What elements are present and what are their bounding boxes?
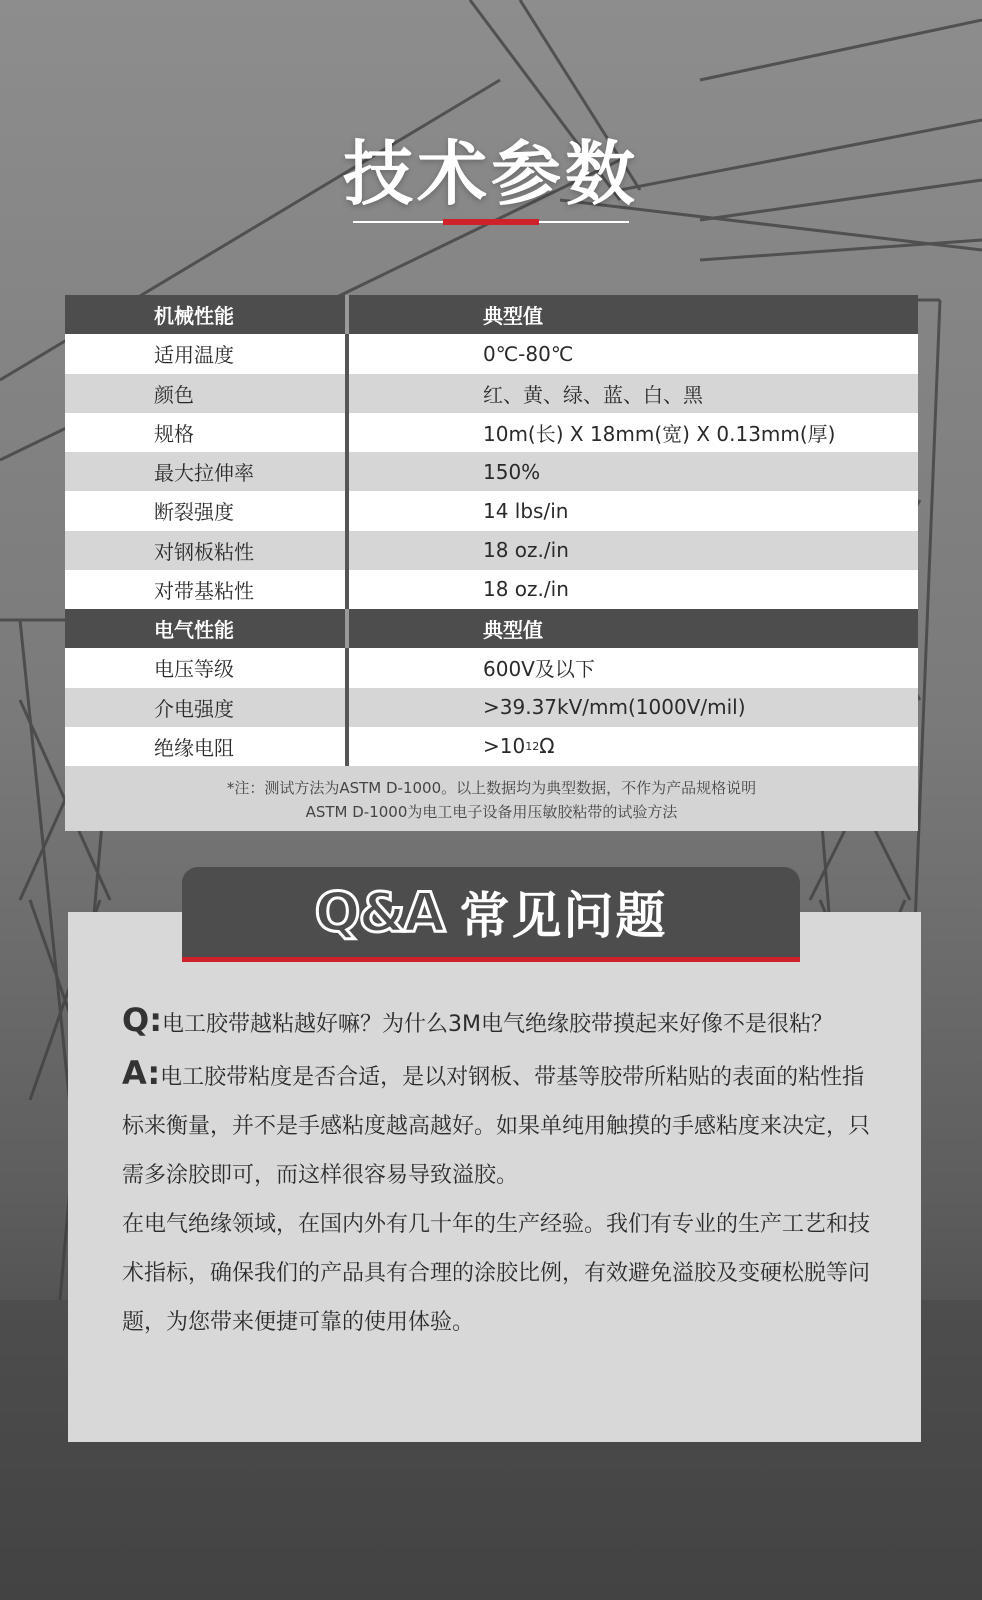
value-prefix: >10 xyxy=(483,734,526,759)
row-label: 介电强度 xyxy=(65,688,349,727)
header-cell: 典型值 xyxy=(483,618,543,643)
row-label: 最大拉伸率 xyxy=(65,452,349,491)
footnote-line-2: ASTM D-1000为电工电子设备用压敏胶粘带的试验方法 xyxy=(305,803,678,821)
value-superscript: 12 xyxy=(525,739,540,753)
row-label: 颜色 xyxy=(65,374,349,413)
question-label: Q: xyxy=(122,1001,162,1039)
row-value: 0℃-80℃ xyxy=(483,341,574,366)
qa-title: 常见问题 xyxy=(459,887,668,945)
header-cell: 机械性能 xyxy=(65,295,349,334)
qa-logo: Q&A xyxy=(314,880,444,944)
page-title: 技术参数 xyxy=(343,133,639,215)
row-value: 10m(长) X 18mm(宽) X 0.13mm(厚) xyxy=(483,421,836,446)
qa-body xyxy=(122,996,882,1347)
row-value: 红、黄、绿、蓝、白、黑 xyxy=(483,382,703,407)
row-label: 规格 xyxy=(65,413,349,452)
table-row xyxy=(65,531,918,570)
answer-paragraph xyxy=(122,1049,882,1200)
table-header-electrical xyxy=(65,609,918,648)
table-row xyxy=(65,334,918,373)
footnote-line-1: *注：测试方法为ASTM D-1000。以上数据均为典型数据，不作为产品规格说明 xyxy=(226,779,757,797)
table-row xyxy=(65,648,918,687)
row-label: 对钢板粘性 xyxy=(65,531,349,570)
header-cell: 电气性能 xyxy=(65,609,349,648)
qa-header-tab xyxy=(182,867,800,962)
answer-text: 电工胶带粘度是否合适，是以对钢板、带基等胶带所粘贴的表面的粘性指标来衡量，并不是手感粘度越高越好。如果单纯用触摸的手感粘度来决定，只需多涂胶即可，而这样很容易导致溢胶。 xyxy=(122,1065,871,1188)
table-footnote xyxy=(65,766,918,831)
title-accent-bar xyxy=(443,219,539,225)
table-header-mechanical xyxy=(65,295,918,334)
table-row xyxy=(65,413,918,452)
row-label: 断裂强度 xyxy=(65,491,349,530)
row-label: 对带基粘性 xyxy=(65,570,349,609)
row-value xyxy=(349,727,918,766)
row-label: 适用温度 xyxy=(65,334,349,373)
value-suffix: Ω xyxy=(539,734,555,759)
row-label: 电压等级 xyxy=(65,648,349,687)
table-row xyxy=(65,374,918,413)
spec-table xyxy=(65,295,918,831)
table-row xyxy=(65,491,918,530)
row-value: 18 oz./in xyxy=(483,577,569,602)
row-value: 18 oz./in xyxy=(483,538,569,563)
table-row xyxy=(65,688,918,727)
extra-paragraph: 在电气绝缘领域，在国内外有几十年的生产经验。我们有专业的生产工艺和技术指标，确保我们的产品具有合理的涂胶比例，有效避免溢胶及变硬松脱等问题，为您带来便捷可靠的使用体验。 xyxy=(122,1212,871,1335)
row-value: >39.37kV/mm(1000V/mil) xyxy=(483,695,746,720)
header-cell: 典型值 xyxy=(483,304,543,329)
question-paragraph xyxy=(122,996,882,1049)
row-value: 150% xyxy=(483,459,541,484)
answer-label: A: xyxy=(122,1054,161,1092)
question-text: 电工胶带越粘越好嘛？为什么3M电气绝缘胶带摸起来好像不是很粘？ xyxy=(162,1012,833,1037)
row-label: 绝缘电阻 xyxy=(65,727,349,766)
table-row xyxy=(65,727,918,766)
table-row xyxy=(65,570,918,609)
row-value: 14 lbs/in xyxy=(483,498,569,523)
table-row xyxy=(65,452,918,491)
row-value: 600V及以下 xyxy=(483,657,595,682)
